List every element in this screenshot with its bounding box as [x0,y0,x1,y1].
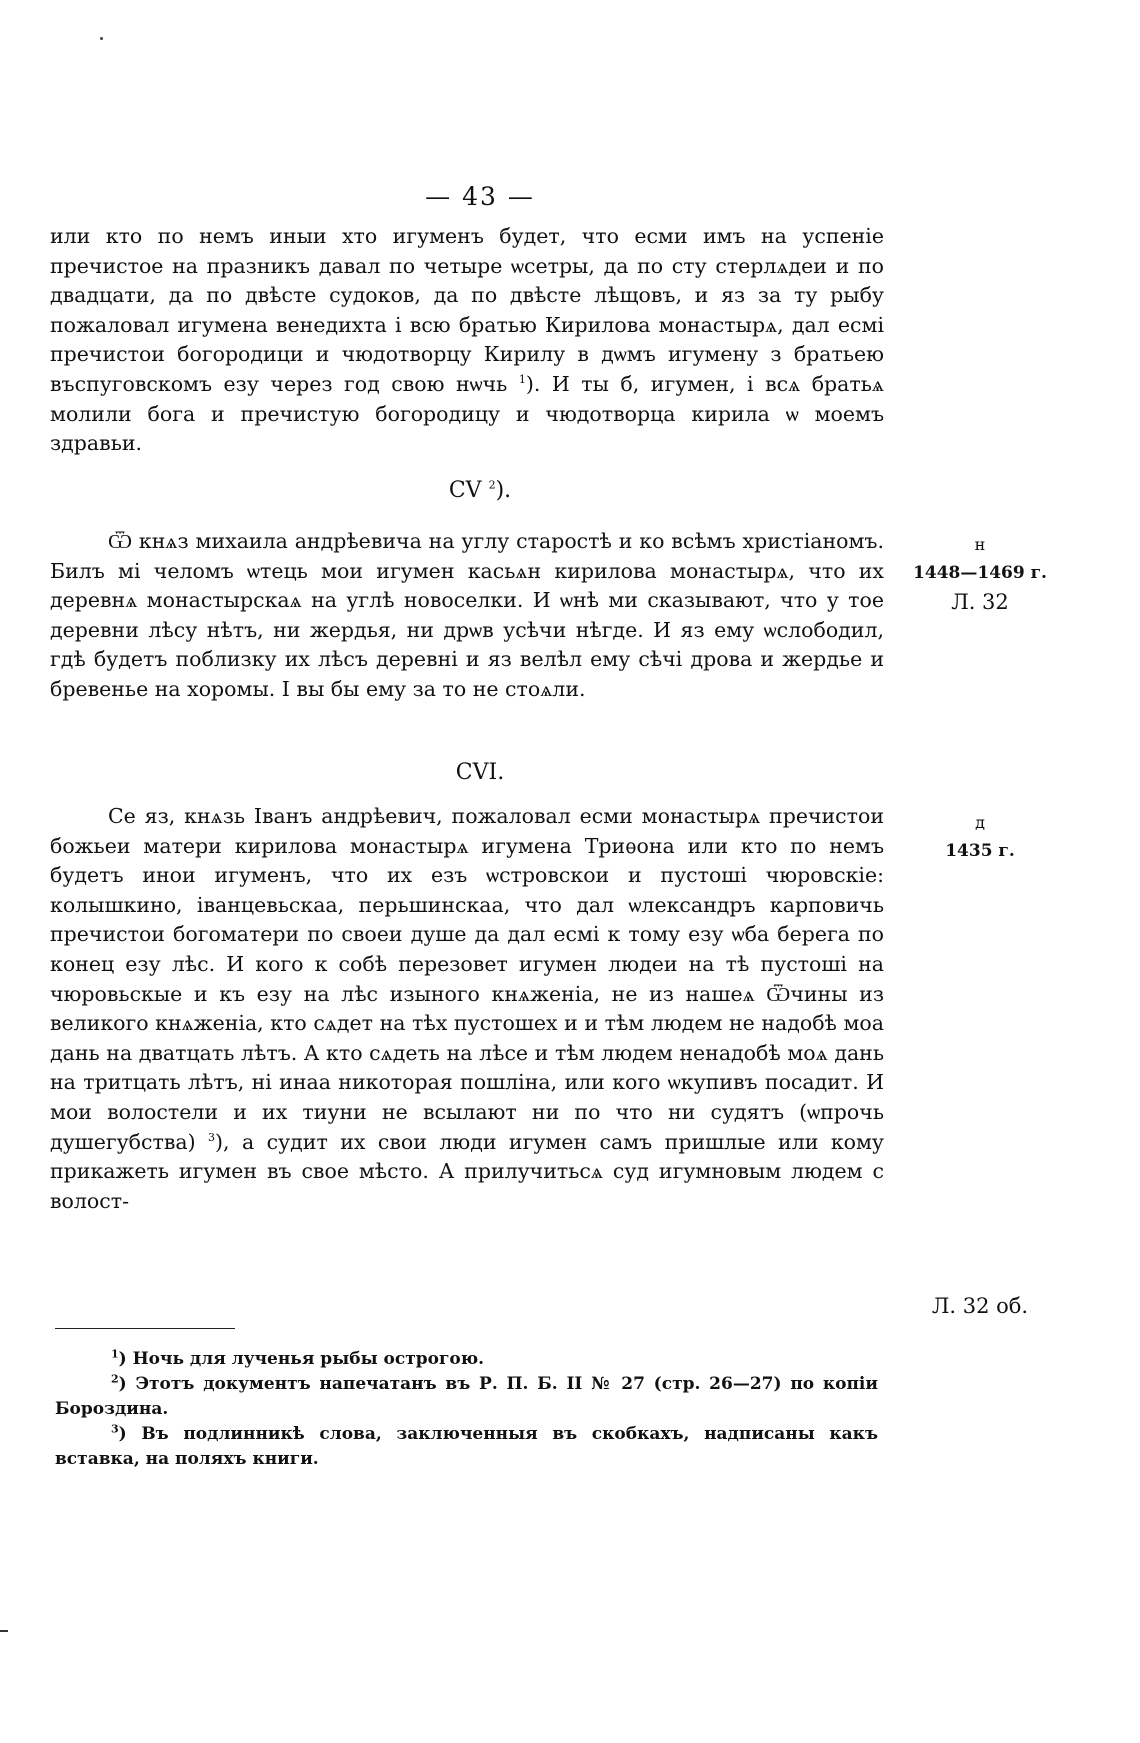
footnote-ref-1: 1 [518,373,526,387]
margin-2-years: 1435 г. [945,841,1015,861]
footnote-2-num: 2 [111,1372,119,1386]
margin-2-ref: Л. 32 об. [931,1294,1029,1318]
footnotes [55,1347,878,1472]
footnote-1: $^1$) Ночь для лученья рыбы острогою. [111,1347,485,1369]
paragraph-3: Се яз, кнѧзь Іванъ андрѣевич, пожаловал есми монастырѧ пречистои божьеи матери кирилова монастырѧ игумена Триѳона или кто по немъ будетъ инои игуменъ, что их езъ ѡстровскои и пустошi чюровскіе: колышкино, іванцевьскаа, перьшинскаа, что дал ѡлександръ карповичь пречистои богоматери по своеи душе да дал есмі к тому езу ѡба берега по конец езу лѣс. И кого к собѣ перезовет игумен людеи на тѣ пустошi на чюровьскые и къ езу на лѣс изыного кнѧженіа, не из нашеѧ Ѿчины из великого кнѧженіа, кто сѧдет на тѣх пустошех и и тѣм людем не надобѣ моа дань на дватцать лѣтъ. А кто сѧдеть на лѣсе и тѣм людем ненадобѣ моѧ дань на тритцать лѣтъ, ні инаа никоторая пошлiна, или кого ѡкупивъ посадит. И мои волостели и их тиуни не всылают ни по что ни судятъ (ѡпрочь душегубства) $^3$), а судит их свои люди игумен самъ пришлые или кому прикажеть игумен въ свое мѣсто. А прилучитьсѧ суд игумновым людем с волост- [50,804,884,1213]
margin-2-symbol: д [975,813,985,832]
paragraph-2: Ѿ кнѧз михаила андрѣевича на углу старостѣ и ко всѣмъ христіаномъ. Билъ мі челомъ ѡтець мои игумен касьѧн кирилова монастырѧ, что их деревнѧ монастырскаѧ на углѣ новоселки. И ѡнѣ ми сказывают, что у тое деревни лѣсу нѣтъ, ни жердья, ни дрѡв усѣчи нѣгде. И яз ему ѡслободил, гдѣ будетъ поблизку их лѣсъ деревні и яз велѣл ему сѣчі дрова и жердье и бревенье на хоромы. І вы бы ему за то не стоѧли. [50,529,884,701]
footnote-3-num: 3 [111,1422,119,1436]
paragraph-1-text: или кто по немъ иныи хто игуменъ будет, что есми имъ на успеніе пречистое на празникъ давал по четыре ѡсетры, да по сту стерлѧдеи и по двадцати, да по двѣсте судоков, да по двѣсте лѣщовъ, и яз за ту рыбу пожаловал игумена венедихта і всю братью Кирилова монастырѧ, дал есмі пречистои богородици и чюдотворцу Кирилу в дѡмъ игумену з братьею въспуговскомъ езу через год свою нѡчь [50,224,884,396]
section-heading-cv [0,478,960,503]
margin-note-1 [910,530,1050,617]
footnote-1-num: 1 [111,1347,119,1361]
margin-note-2-ref [910,1292,1050,1321]
section-heading-cvi: CVI. [455,760,505,785]
footnote-ref-3: 3 [208,1130,216,1144]
margin-1-symbol: н [974,535,986,554]
paragraph-1-block [50,222,884,459]
footnote-3-text: Въ подлинникѣ слова, заключенныя въ скобкахъ, надписаны какъ вставка, на поляхъ книги. [55,1424,878,1469]
page-number: — 43 — [425,182,535,211]
paragraph-3-block [50,802,884,1216]
page-speck [100,37,103,40]
margin-note-2 [910,808,1050,866]
footnote-ref-2: 2 [488,478,496,492]
section-heading-cv-tail: ). [495,478,512,503]
paragraph-3-text: Се яз, кнѧзь Іванъ андрѣевич, пожаловал есми монастырѧ пречистои божьеи матери кирилова монастырѧ игумена Триѳона или кто по немъ будетъ инои игуменъ, что их езъ ѡстровскои и пустошi чюровскіе: колышкино, іванцевьскаа, перьшинскаа, что дал ѡлександръ карповичь пречистои богоматери по своеи душе да дал есмі к тому езу ѡба берега по конец езу лѣс. И кого к собѣ перезовет игумен людеи на тѣ пустошi на чюровьскые и къ езу на лѣс изыного кнѧженіа, не из нашеѧ Ѿчины из великого кнѧженіа, кто сѧдет на тѣх пустошех и и тѣм людем не надобѣ моа дань на дватцать лѣтъ. А кто сѧдеть на лѣсе и тѣм людем ненадобѣ моѧ дань на тритцать лѣтъ, ні инаа никоторая пошлiна, или кого ѡкупивъ посадит. И мои волостели и их тиуни не всылают ни по что ни судятъ (ѡпрочь душегубства) [50,804,884,1154]
margin-1-ref: Л. 32 [951,590,1009,614]
paragraph-3-tail: , а судит их свои люди игумен самъ пришлые или кому прикажеть игумен въ свое мѣсто. А прилучитьсѧ суд игумновым людем с волост- [50,1129,884,1213]
footnote-1-text: Ночь для лученья рыбы острогою. [132,1349,485,1369]
footnote-2-text: Этотъ документъ напечатанъ въ Р. П. Б. II № 27 (стр. 26—27) по копіи Бороздина. [55,1374,878,1419]
paragraph-1-tail: . И ты б, игумен, і всѧ братьѧ молили бога и пречистую богородицу и чюдотворца кирила ѡ моемъ здравьи. [50,371,884,456]
margin-1-years: 1448—1469 г. [913,563,1047,583]
footnote-divider [55,1328,235,1329]
section-heading-cv-text: CV [448,478,482,503]
footnote-2: $^2$) Этотъ документъ напечатанъ въ Р. П. Б. II № 27 (стр. 26—27) по копіи Бороздина. [55,1372,878,1419]
paragraph-2-block [50,527,884,705]
footnote-3: $^3$) Въ подлинникѣ слова, заключенныя въ скобкахъ, надписаны какъ вставка, на поляхъ книги. [55,1422,878,1469]
edge-mark [0,1630,8,1632]
paragraph-1: или кто по немъ иныи хто игуменъ будет, что есми имъ на успеніе пречистое на празникъ давал по четыре ѡсетры, да по сту стерлѧдеи и по двадцати, да по двѣсте судоков, да по двѣсте лѣщовъ, и яз за ту рыбу пожаловал игумена венедихта і всю братью Кирилова монастырѧ, дал есмі пречистои богородици и чюдотворцу Кирилу в дѡмъ игумену з братьею въспуговскомъ езу через год свою нѡчь $^1$). И ты б, игумен, і всѧ братьѧ молили бога и пречистую богородицу и чюдотворца кирила ѡ моемъ здравьи. [50,224,884,456]
